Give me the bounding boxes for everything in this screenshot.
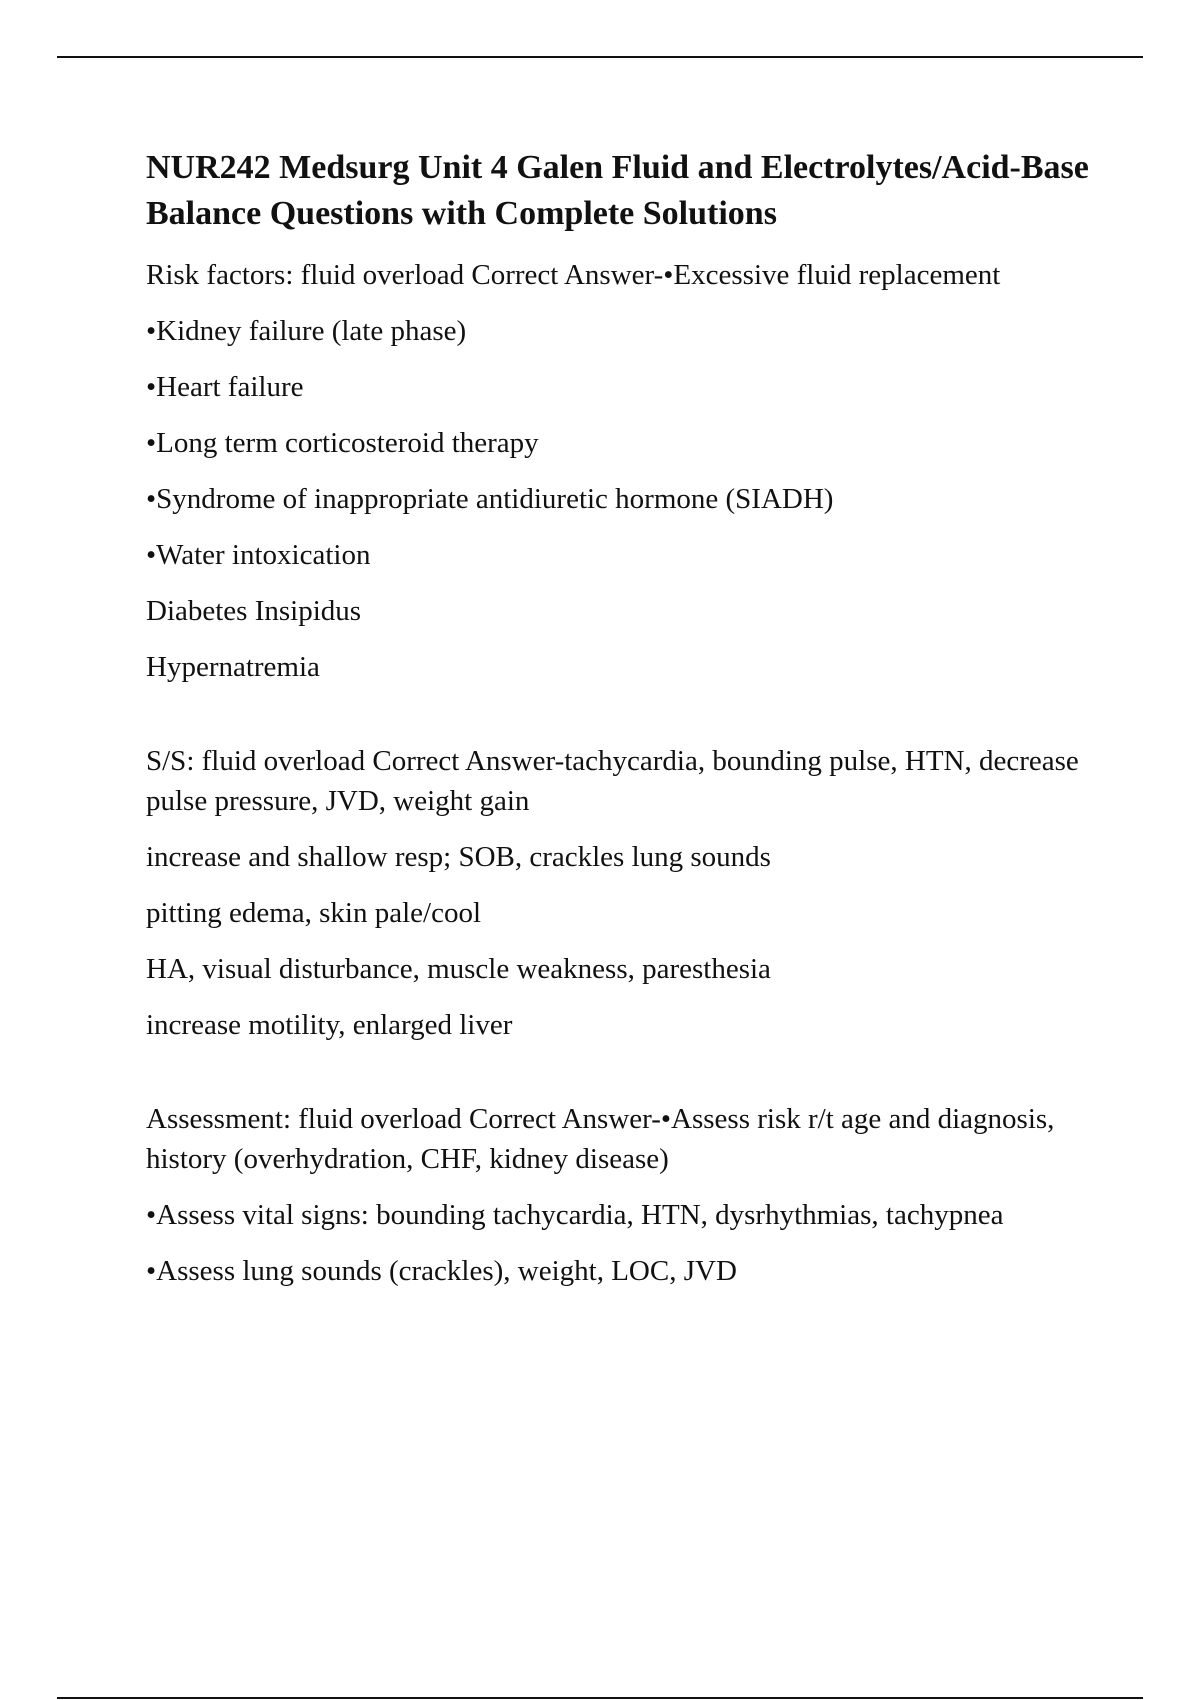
top-divider (57, 56, 1143, 58)
paragraph: increase motility, enlarged liver (146, 1009, 513, 1041)
paragraph: increase and shallow resp; SOB, crackles lung sounds (146, 841, 771, 873)
paragraph: •Assess vital signs: bounding tachycardia, HTN, dysrhythmias, tachypnea (146, 1199, 1004, 1231)
bottom-divider (57, 1697, 1143, 1699)
paragraph: Hypernatremia (146, 651, 320, 683)
section-assessment (146, 1099, 1096, 1291)
paragraph: Diabetes Insipidus (146, 595, 362, 627)
section-risk-factors (146, 255, 1096, 687)
paragraph: •Assess lung sounds (crackles), weight, LOC, JVD (146, 1255, 737, 1287)
paragraph: Risk factors: fluid overload Correct Answer-•Excessive fluid replacement (146, 259, 1001, 291)
document-title: NUR242 Medsurg Unit 4 Galen Fluid and Electrolytes/Acid-Base Balance Questions with Complete Solutions (146, 149, 1089, 232)
paragraph: •Heart failure (146, 371, 304, 403)
paragraph: pitting edema, skin pale/cool (146, 897, 482, 929)
paragraph: •Kidney failure (late phase) (146, 315, 467, 347)
paragraph: •Syndrome of inappropriate antidiuretic hormone (SIADH) (146, 483, 834, 515)
paragraph: •Long term corticosteroid therapy (146, 427, 539, 459)
paragraph: •Water intoxication (146, 539, 371, 571)
paragraph: Assessment: fluid overload Correct Answer-•Assess risk r/t age and diagnosis, history (overhydration, CHF, kidney disease) (146, 1103, 1055, 1175)
section-signs-symptoms (146, 741, 1096, 1045)
document-body (146, 145, 1096, 1307)
paragraph: S/S: fluid overload Correct Answer-tachycardia, bounding pulse, HTN, decrease pulse pressure, JVD, weight gain (146, 745, 1079, 817)
paragraph: HA, visual disturbance, muscle weakness, paresthesia (146, 953, 771, 985)
